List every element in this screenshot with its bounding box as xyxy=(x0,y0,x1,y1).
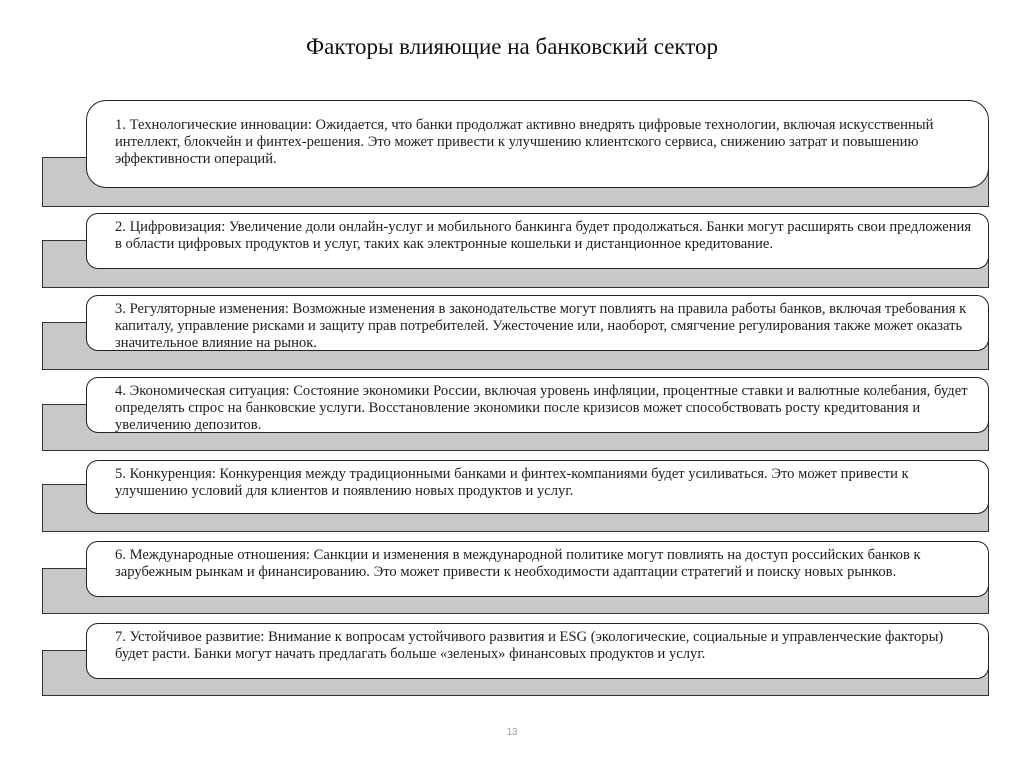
factor-1-card: 1. Технологические инновации: Ожидается, что банки продолжат активно внедрять цифровые технологии, включая искусственный интеллект, блокчейн и финтех-решения. Это может привести к улучшению клиентского сервиса, снижению затрат и повышению эффективности операций. xyxy=(86,100,989,188)
factor-6-card: 6. Международные отношения: Санкции и изменения в международной политике могут повлиять на доступ российских банков к зарубежным рынкам и финансированию. Это может привести к необходимости адаптации стратегий и поиску новых рынков. xyxy=(86,541,989,597)
page-title: Факторы влияющие на банковский сектор xyxy=(305,34,719,59)
factor-2-card: 2. Цифровизация: Увеличение доли онлайн-услуг и мобильного банкинга будет продолжаться. Банки могут расширять свои предложения в области цифровых продуктов и услуг, таких как электронные кошельки и дистанционное кредитование. xyxy=(86,213,989,269)
factor-4-card: 4. Экономическая ситуация: Состояние экономики России, включая уровень инфляции, процентные ставки и валютные колебания, будет определять спрос на банковские услуги. Восстановление экономики после кризисов может способствовать росту кредитования и увеличению депозитов. xyxy=(86,377,989,433)
page-number: 13 xyxy=(506,727,518,738)
factor-5-card: 5. Конкуренция: Конкуренция между традиционными банками и финтех-компаниями будет усиливаться. Это может привести к улучшению условий для клиентов и появлению новых продуктов и услуг. xyxy=(86,460,989,514)
factor-7-card: 7. Устойчивое развитие: Внимание к вопросам устойчивого развития и ESG (экологические, социальные и управленческие факторы) будет расти. Банки могут начать предлагать больше «зеленых» финансовых продуктов и услуг. xyxy=(86,623,989,679)
factor-3-card: 3. Регуляторные изменения: Возможные изменения в законодательстве могут повлиять на правила работы банков, включая требования к капиталу, управление рисками и защиту прав потребителей. Ужесточение или, наоборот, смягчение регулирования также может оказать значительное влияние на рынок. xyxy=(86,295,989,351)
